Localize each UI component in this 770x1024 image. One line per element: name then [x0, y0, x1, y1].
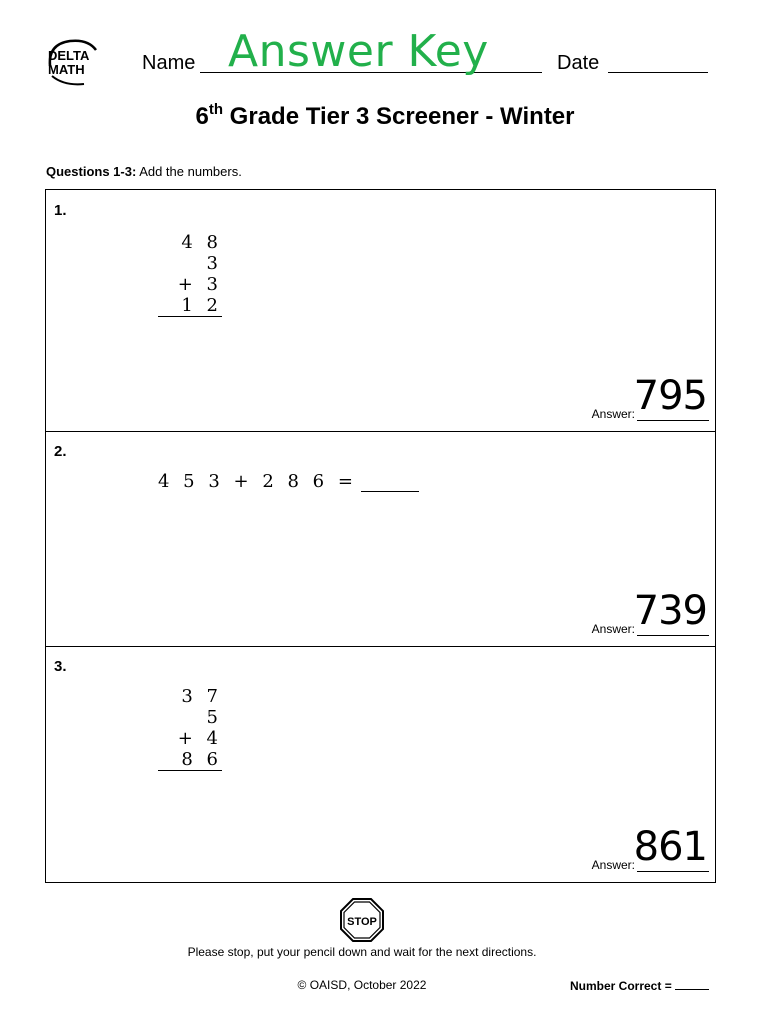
- stop-sign-icon: [340, 898, 384, 942]
- addition-stack: [158, 232, 222, 317]
- page-title: 6th Grade Tier 3 Screener - Winter: [195, 101, 575, 130]
- answer-line: [637, 871, 709, 872]
- logo-line2: MATH: [48, 62, 85, 77]
- name-value: Answer Key: [228, 26, 489, 77]
- question-number: 3.: [54, 658, 67, 675]
- addend-top: 4 8 3: [181, 232, 222, 274]
- question-box-3: [45, 646, 716, 883]
- answer-field: [509, 373, 709, 423]
- addend-bottom: + 4 8 6: [158, 728, 222, 771]
- name-label: Name: [142, 52, 196, 74]
- addition-expression: 4 5 3 + 2 8 6 =: [158, 471, 419, 492]
- logo-line1: DELTA: [48, 48, 90, 63]
- answer-label: Answer:: [591, 407, 635, 421]
- question-box-1: [45, 189, 716, 432]
- answer-field: [509, 588, 709, 638]
- answer-line: [637, 420, 709, 421]
- copyright: © OAISD, October 2022: [297, 978, 427, 992]
- question-number: 2.: [54, 443, 67, 460]
- date-line: [608, 72, 708, 73]
- stop-message: Please stop, put your pencil down and wait for the next directions.: [187, 945, 537, 959]
- answer-value: 861: [633, 824, 707, 870]
- answer-value: 795: [633, 373, 707, 419]
- answer-label: Answer:: [591, 858, 635, 872]
- stop-sign-text: STOP: [347, 916, 377, 928]
- delta-math-logo: [44, 36, 106, 90]
- answer-line: [637, 635, 709, 636]
- number-correct-blank: [675, 978, 709, 990]
- date-label: Date: [557, 52, 600, 74]
- instructions-text: Add the numbers.: [136, 164, 242, 179]
- instructions: [46, 164, 242, 179]
- answer-field: [509, 824, 709, 874]
- question-number: 1.: [54, 202, 67, 219]
- addition-stack: [158, 686, 222, 771]
- instructions-label: Questions 1-3:: [46, 164, 137, 179]
- addend-bottom: + 3 1 2: [158, 274, 222, 317]
- number-correct: Number Correct =: [570, 978, 709, 993]
- answer-label: Answer:: [591, 622, 635, 636]
- addend-top: 3 7 5: [181, 686, 222, 728]
- answer-value: 739: [633, 588, 707, 634]
- expression-blank: [361, 474, 419, 492]
- name-date-row: [142, 26, 722, 88]
- question-box-2: [45, 431, 716, 647]
